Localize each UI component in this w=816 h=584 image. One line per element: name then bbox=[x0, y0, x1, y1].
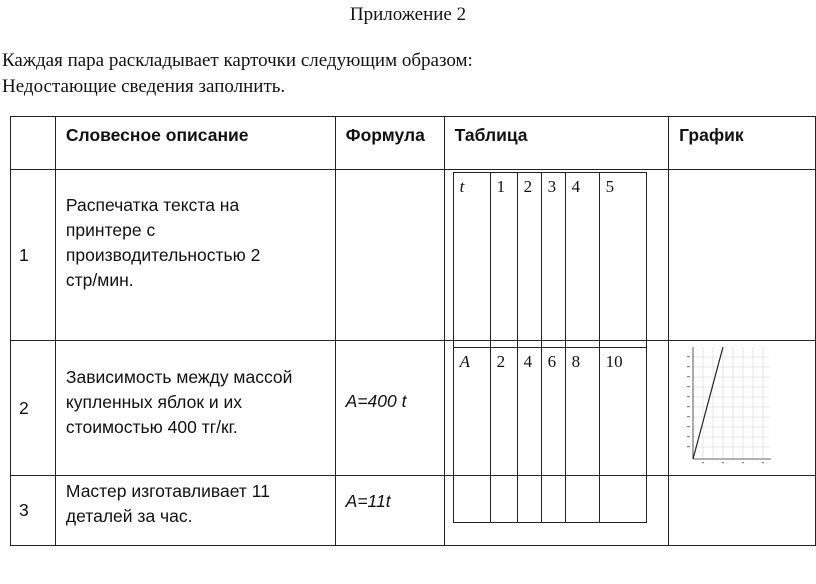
row-table-empty bbox=[444, 341, 669, 476]
a-value: 8 bbox=[565, 348, 599, 523]
header-description: Словесное описание bbox=[55, 117, 335, 170]
description-line: стоимостью 400 тг/кг. bbox=[65, 417, 238, 437]
formula-text: A=11t bbox=[345, 491, 391, 511]
table-row bbox=[11, 170, 816, 341]
table-row bbox=[11, 476, 816, 546]
row-table-empty bbox=[444, 476, 669, 546]
intro-text bbox=[2, 48, 473, 100]
intro-line-1: Каждая пара раскладывает карточки следующим образом: bbox=[2, 50, 473, 71]
description-line: Распечатка текста на bbox=[65, 195, 240, 215]
row-number: 1 bbox=[11, 170, 56, 341]
a-value: 2 bbox=[490, 348, 517, 523]
row-formula bbox=[335, 476, 444, 546]
description-line: производительностью 2 bbox=[65, 245, 261, 265]
a-value: 10 bbox=[599, 348, 646, 523]
header-row bbox=[11, 117, 816, 170]
var-a-label: A bbox=[453, 348, 490, 523]
header-table: Таблица bbox=[444, 117, 669, 170]
row-description bbox=[55, 341, 335, 476]
description-line: деталей за час. bbox=[65, 506, 193, 526]
header-number-cell bbox=[11, 117, 56, 170]
t-value: 5 bbox=[599, 173, 646, 348]
table-row bbox=[11, 341, 816, 476]
t-value: 4 bbox=[565, 173, 599, 348]
intro-line-2: Недостающие сведения заполнить. bbox=[2, 76, 286, 97]
row-number: 3 bbox=[11, 476, 56, 546]
a-value: 6 bbox=[541, 348, 565, 523]
description-line: стр/мин. bbox=[65, 270, 134, 290]
linear-graph-image bbox=[685, 343, 777, 467]
var-t-label: t bbox=[453, 173, 490, 348]
header-graph: График bbox=[669, 117, 816, 170]
description-line: принтере с bbox=[65, 220, 156, 240]
t-value: 2 bbox=[517, 173, 541, 348]
t-value: 3 bbox=[541, 173, 565, 348]
cards-table bbox=[10, 116, 816, 546]
row-graph-empty bbox=[669, 170, 816, 341]
description-line: Зависимость между массой bbox=[65, 367, 293, 387]
header-formula: Формула bbox=[335, 117, 444, 170]
a-value: 4 bbox=[517, 348, 541, 523]
description-line: Мастер изготавливает 11 bbox=[65, 481, 270, 501]
row-graph-empty bbox=[669, 476, 816, 546]
row-formula-empty bbox=[335, 170, 444, 341]
row-number: 2 bbox=[11, 341, 56, 476]
t-value: 1 bbox=[490, 173, 517, 348]
description-line: купленных яблок и их bbox=[65, 392, 242, 412]
row-description bbox=[55, 170, 335, 341]
formula-text: A=400 t bbox=[345, 391, 407, 411]
row-description bbox=[55, 476, 335, 546]
row-graph-cell bbox=[669, 341, 816, 476]
appendix-title: Приложение 2 bbox=[349, 4, 467, 25]
row-values-table-cell bbox=[444, 170, 669, 371]
row-formula bbox=[335, 341, 444, 476]
